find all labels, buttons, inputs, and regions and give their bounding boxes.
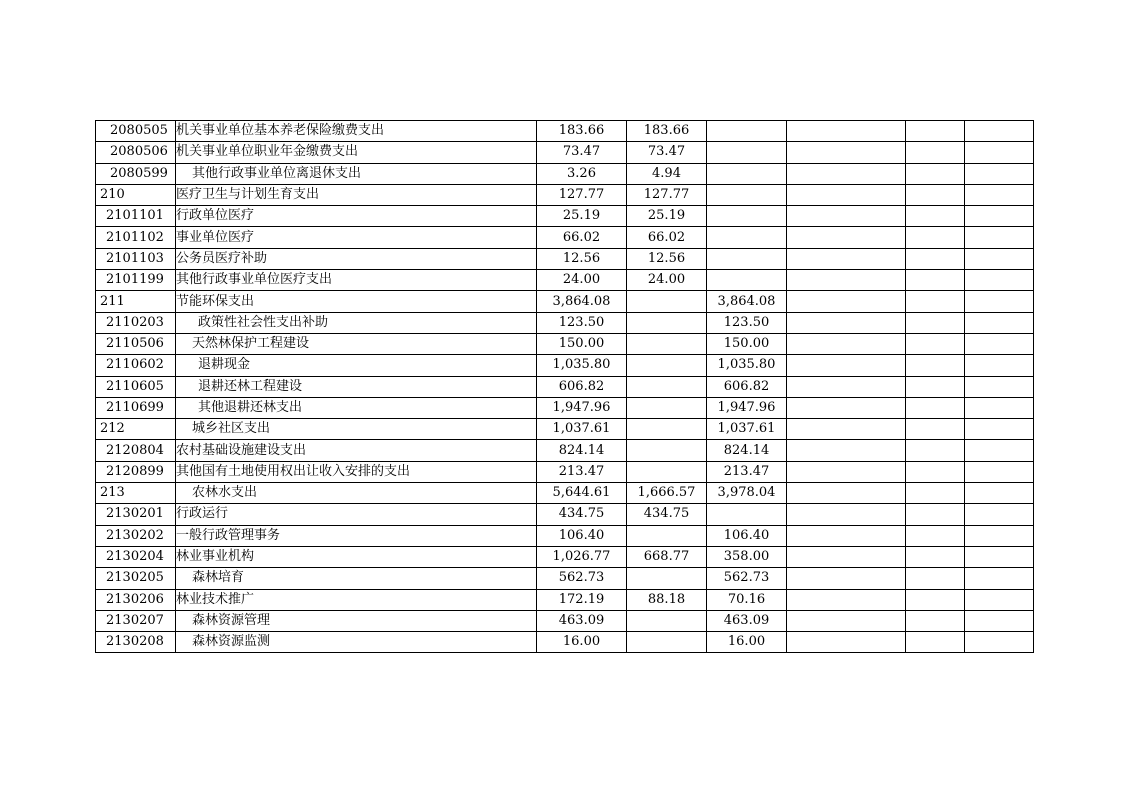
project-cell	[707, 163, 787, 184]
name-cell: 行政单位医疗	[176, 206, 537, 227]
project-cell: 3,864.08	[707, 291, 787, 312]
table-row	[96, 483, 1034, 504]
code-cell: 2130206	[96, 589, 176, 610]
table-row	[96, 589, 1034, 610]
extra-cell-2	[906, 546, 965, 567]
table-row	[96, 333, 1034, 354]
basic-cell: 73.47	[627, 142, 707, 163]
extra-cell-3	[965, 227, 1034, 248]
name-cell: 退耕还林工程建设	[176, 376, 537, 397]
project-cell: 562.73	[707, 568, 787, 589]
project-cell: 1,037.61	[707, 419, 787, 440]
project-cell: 70.16	[707, 589, 787, 610]
project-cell	[707, 270, 787, 291]
extra-cell-3	[965, 163, 1034, 184]
project-cell: 824.14	[707, 440, 787, 461]
extra-cell-1	[787, 589, 906, 610]
table-row	[96, 248, 1034, 269]
extra-cell-2	[906, 568, 965, 589]
name-cell: 其他退耕还林支出	[176, 397, 537, 418]
extra-cell-3	[965, 355, 1034, 376]
extra-cell-1	[787, 546, 906, 567]
basic-cell: 668.77	[627, 546, 707, 567]
total-cell: 127.77	[537, 184, 627, 205]
extra-cell-3	[965, 312, 1034, 333]
project-cell: 606.82	[707, 376, 787, 397]
extra-cell-1	[787, 568, 906, 589]
name-cell: 城乡社区支出	[176, 419, 537, 440]
name-cell: 一般行政管理事务	[176, 525, 537, 546]
extra-cell-3	[965, 376, 1034, 397]
name-cell: 森林培育	[176, 568, 537, 589]
basic-cell	[627, 355, 707, 376]
total-cell: 66.02	[537, 227, 627, 248]
table-body	[96, 121, 1034, 653]
name-cell: 其他行政事业单位离退休支出	[176, 163, 537, 184]
total-cell: 1,947.96	[537, 397, 627, 418]
basic-cell	[627, 525, 707, 546]
extra-cell-3	[965, 525, 1034, 546]
basic-cell: 434.75	[627, 504, 707, 525]
name-cell: 农林水支出	[176, 483, 537, 504]
basic-cell	[627, 568, 707, 589]
total-cell: 463.09	[537, 610, 627, 631]
code-cell: 2110699	[96, 397, 176, 418]
code-cell: 2110602	[96, 355, 176, 376]
extra-cell-3	[965, 632, 1034, 653]
budget-table	[95, 120, 1034, 653]
project-cell: 106.40	[707, 525, 787, 546]
project-cell	[707, 227, 787, 248]
total-cell: 1,035.80	[537, 355, 627, 376]
total-cell: 1,026.77	[537, 546, 627, 567]
table-row	[96, 419, 1034, 440]
extra-cell-2	[906, 525, 965, 546]
table-row	[96, 546, 1034, 567]
name-cell: 公务员医疗补助	[176, 248, 537, 269]
table-row	[96, 227, 1034, 248]
table-row	[96, 461, 1034, 482]
project-cell: 463.09	[707, 610, 787, 631]
code-cell: 2130201	[96, 504, 176, 525]
extra-cell-1	[787, 206, 906, 227]
table-row	[96, 504, 1034, 525]
name-cell: 其他国有土地使用权出让收入安排的支出	[176, 461, 537, 482]
extra-cell-2	[906, 312, 965, 333]
basic-cell	[627, 291, 707, 312]
basic-cell	[627, 376, 707, 397]
basic-cell: 1,666.57	[627, 483, 707, 504]
extra-cell-3	[965, 504, 1034, 525]
basic-cell	[627, 610, 707, 631]
extra-cell-1	[787, 504, 906, 525]
name-cell: 农村基础设施建设支出	[176, 440, 537, 461]
extra-cell-3	[965, 206, 1034, 227]
total-cell: 562.73	[537, 568, 627, 589]
extra-cell-1	[787, 525, 906, 546]
name-cell: 森林资源管理	[176, 610, 537, 631]
code-cell: 210	[96, 184, 176, 205]
code-cell: 2130207	[96, 610, 176, 631]
extra-cell-2	[906, 397, 965, 418]
code-cell: 2130208	[96, 632, 176, 653]
extra-cell-3	[965, 483, 1034, 504]
code-cell: 2101101	[96, 206, 176, 227]
table-row	[96, 163, 1034, 184]
extra-cell-1	[787, 355, 906, 376]
code-cell: 213	[96, 483, 176, 504]
extra-cell-3	[965, 568, 1034, 589]
basic-cell	[627, 333, 707, 354]
extra-cell-1	[787, 376, 906, 397]
extra-cell-3	[965, 121, 1034, 142]
code-cell: 2101103	[96, 248, 176, 269]
extra-cell-2	[906, 248, 965, 269]
name-cell: 林业技术推广	[176, 589, 537, 610]
table-row	[96, 206, 1034, 227]
table-row	[96, 291, 1034, 312]
code-cell: 2080599	[96, 163, 176, 184]
project-cell	[707, 121, 787, 142]
basic-cell	[627, 440, 707, 461]
table-row	[96, 142, 1034, 163]
basic-cell	[627, 461, 707, 482]
total-cell: 3.26	[537, 163, 627, 184]
basic-cell	[627, 397, 707, 418]
code-cell: 211	[96, 291, 176, 312]
code-cell: 2080506	[96, 142, 176, 163]
code-cell: 2130204	[96, 546, 176, 567]
total-cell: 24.00	[537, 270, 627, 291]
table-row	[96, 184, 1034, 205]
name-cell: 医疗卫生与计划生育支出	[176, 184, 537, 205]
basic-cell: 12.56	[627, 248, 707, 269]
extra-cell-1	[787, 312, 906, 333]
extra-cell-2	[906, 121, 965, 142]
table-row	[96, 568, 1034, 589]
table-row	[96, 397, 1034, 418]
project-cell	[707, 504, 787, 525]
extra-cell-3	[965, 397, 1034, 418]
extra-cell-2	[906, 291, 965, 312]
name-cell: 行政运行	[176, 504, 537, 525]
extra-cell-3	[965, 610, 1034, 631]
extra-cell-3	[965, 419, 1034, 440]
total-cell: 150.00	[537, 333, 627, 354]
total-cell: 3,864.08	[537, 291, 627, 312]
total-cell: 1,037.61	[537, 419, 627, 440]
basic-cell	[627, 312, 707, 333]
total-cell: 5,644.61	[537, 483, 627, 504]
basic-cell	[627, 632, 707, 653]
extra-cell-3	[965, 184, 1034, 205]
extra-cell-2	[906, 376, 965, 397]
extra-cell-2	[906, 142, 965, 163]
extra-cell-1	[787, 610, 906, 631]
code-cell: 2120804	[96, 440, 176, 461]
total-cell: 434.75	[537, 504, 627, 525]
extra-cell-2	[906, 440, 965, 461]
extra-cell-2	[906, 227, 965, 248]
name-cell: 天然林保护工程建设	[176, 333, 537, 354]
total-cell: 16.00	[537, 632, 627, 653]
extra-cell-2	[906, 483, 965, 504]
extra-cell-1	[787, 397, 906, 418]
extra-cell-3	[965, 248, 1034, 269]
extra-cell-1	[787, 419, 906, 440]
table-row	[96, 355, 1034, 376]
extra-cell-2	[906, 355, 965, 376]
table-row	[96, 610, 1034, 631]
extra-cell-1	[787, 248, 906, 269]
table-row	[96, 312, 1034, 333]
extra-cell-3	[965, 589, 1034, 610]
extra-cell-3	[965, 333, 1034, 354]
basic-cell: 4.94	[627, 163, 707, 184]
code-cell: 2130202	[96, 525, 176, 546]
extra-cell-2	[906, 184, 965, 205]
total-cell: 606.82	[537, 376, 627, 397]
total-cell: 123.50	[537, 312, 627, 333]
project-cell	[707, 248, 787, 269]
name-cell: 机关事业单位职业年金缴费支出	[176, 142, 537, 163]
basic-cell: 183.66	[627, 121, 707, 142]
code-cell: 2110605	[96, 376, 176, 397]
total-cell: 183.66	[537, 121, 627, 142]
extra-cell-1	[787, 461, 906, 482]
table-row	[96, 270, 1034, 291]
total-cell: 25.19	[537, 206, 627, 227]
name-cell: 政策性社会性支出补助	[176, 312, 537, 333]
project-cell: 1,035.80	[707, 355, 787, 376]
name-cell: 林业事业机构	[176, 546, 537, 567]
project-cell	[707, 184, 787, 205]
total-cell: 824.14	[537, 440, 627, 461]
extra-cell-2	[906, 504, 965, 525]
extra-cell-1	[787, 163, 906, 184]
code-cell: 2110506	[96, 333, 176, 354]
name-cell: 其他行政事业单位医疗支出	[176, 270, 537, 291]
extra-cell-3	[965, 291, 1034, 312]
extra-cell-2	[906, 461, 965, 482]
project-cell	[707, 142, 787, 163]
extra-cell-1	[787, 142, 906, 163]
extra-cell-2	[906, 419, 965, 440]
extra-cell-3	[965, 440, 1034, 461]
name-cell: 节能环保支出	[176, 291, 537, 312]
extra-cell-1	[787, 333, 906, 354]
extra-cell-3	[965, 270, 1034, 291]
extra-cell-2	[906, 589, 965, 610]
table-row	[96, 121, 1034, 142]
name-cell: 森林资源监测	[176, 632, 537, 653]
extra-cell-1	[787, 121, 906, 142]
total-cell: 73.47	[537, 142, 627, 163]
table-row	[96, 632, 1034, 653]
project-cell: 3,978.04	[707, 483, 787, 504]
extra-cell-1	[787, 291, 906, 312]
extra-cell-2	[906, 206, 965, 227]
table-row	[96, 525, 1034, 546]
name-cell: 退耕现金	[176, 355, 537, 376]
total-cell: 12.56	[537, 248, 627, 269]
extra-cell-3	[965, 546, 1034, 567]
total-cell: 172.19	[537, 589, 627, 610]
code-cell: 2080505	[96, 121, 176, 142]
total-cell: 213.47	[537, 461, 627, 482]
extra-cell-3	[965, 461, 1034, 482]
extra-cell-1	[787, 184, 906, 205]
extra-cell-2	[906, 632, 965, 653]
name-cell: 事业单位医疗	[176, 227, 537, 248]
table-row	[96, 376, 1034, 397]
name-cell: 机关事业单位基本养老保险缴费支出	[176, 121, 537, 142]
code-cell: 212	[96, 419, 176, 440]
basic-cell: 88.18	[627, 589, 707, 610]
table-row	[96, 440, 1034, 461]
extra-cell-3	[965, 142, 1034, 163]
extra-cell-2	[906, 163, 965, 184]
extra-cell-1	[787, 632, 906, 653]
code-cell: 2101102	[96, 227, 176, 248]
project-cell: 16.00	[707, 632, 787, 653]
project-cell: 123.50	[707, 312, 787, 333]
total-cell: 106.40	[537, 525, 627, 546]
code-cell: 2101199	[96, 270, 176, 291]
extra-cell-1	[787, 483, 906, 504]
basic-cell: 25.19	[627, 206, 707, 227]
extra-cell-1	[787, 270, 906, 291]
basic-cell: 127.77	[627, 184, 707, 205]
extra-cell-1	[787, 440, 906, 461]
code-cell: 2130205	[96, 568, 176, 589]
project-cell: 1,947.96	[707, 397, 787, 418]
basic-cell: 24.00	[627, 270, 707, 291]
code-cell: 2120899	[96, 461, 176, 482]
extra-cell-2	[906, 333, 965, 354]
extra-cell-2	[906, 270, 965, 291]
extra-cell-1	[787, 227, 906, 248]
basic-cell: 66.02	[627, 227, 707, 248]
code-cell: 2110203	[96, 312, 176, 333]
extra-cell-2	[906, 610, 965, 631]
project-cell: 358.00	[707, 546, 787, 567]
basic-cell	[627, 419, 707, 440]
project-cell	[707, 206, 787, 227]
project-cell: 150.00	[707, 333, 787, 354]
project-cell: 213.47	[707, 461, 787, 482]
